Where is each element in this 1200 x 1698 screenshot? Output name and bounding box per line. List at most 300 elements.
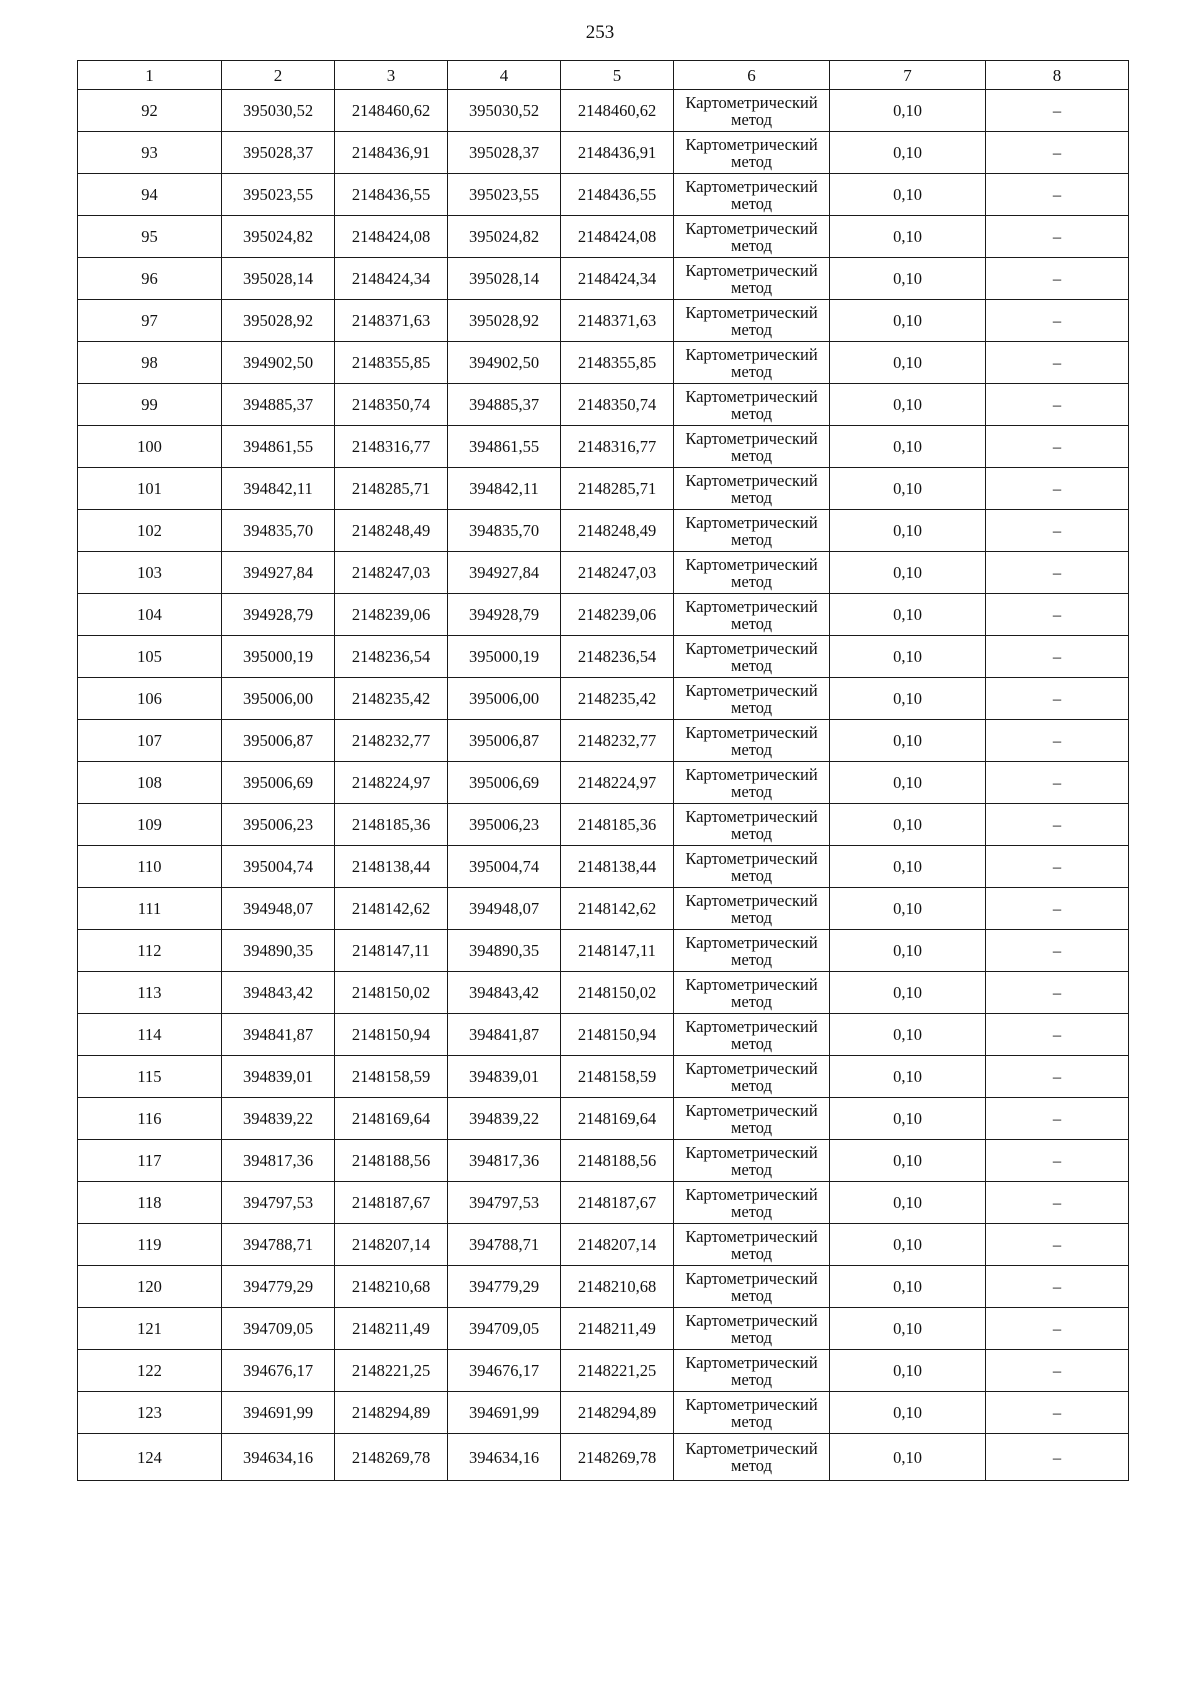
point-number-cell: 103 <box>78 552 222 594</box>
dash-cell: – <box>986 132 1129 174</box>
method-cell <box>674 594 830 636</box>
point-number-cell: 113 <box>78 972 222 1014</box>
x-coordinate-cell: 394788,71 <box>448 1224 561 1266</box>
method-line-2: метод <box>731 109 772 129</box>
x-coordinate-cell: 395006,00 <box>448 678 561 720</box>
dash-cell: – <box>986 1182 1129 1224</box>
x-coordinate-cell: 394842,11 <box>448 468 561 510</box>
table-row <box>78 1140 1129 1182</box>
x-coordinate-cell: 394885,37 <box>222 384 335 426</box>
method-line-2: метод <box>731 361 772 381</box>
table-body <box>78 90 1129 1481</box>
method-line-2: метод <box>731 1075 772 1095</box>
accuracy-cell: 0,10 <box>830 90 986 132</box>
method-line-1: Картометрический <box>685 218 818 238</box>
x-coordinate-cell: 395000,19 <box>222 636 335 678</box>
dash-cell: – <box>986 384 1129 426</box>
method-cell <box>674 930 830 972</box>
x-coordinate-cell: 394839,01 <box>222 1056 335 1098</box>
accuracy-cell: 0,10 <box>830 1098 986 1140</box>
y-coordinate-cell: 2148150,94 <box>561 1014 674 1056</box>
accuracy-cell: 0,10 <box>830 216 986 258</box>
y-coordinate-cell: 2148235,42 <box>335 678 448 720</box>
y-coordinate-cell: 2148436,91 <box>335 132 448 174</box>
y-coordinate-cell: 2148424,34 <box>335 258 448 300</box>
dash-cell: – <box>986 1434 1129 1481</box>
y-coordinate-cell: 2148248,49 <box>335 510 448 552</box>
point-number-cell: 124 <box>78 1434 222 1481</box>
point-number-cell: 106 <box>78 678 222 720</box>
method-line-1: Картометрический <box>685 1310 818 1330</box>
y-coordinate-cell: 2148232,77 <box>335 720 448 762</box>
y-coordinate-cell: 2148187,67 <box>561 1182 674 1224</box>
table-row <box>78 90 1129 132</box>
point-number-cell: 122 <box>78 1350 222 1392</box>
dash-cell: – <box>986 972 1129 1014</box>
method-line-2: метод <box>731 697 772 717</box>
coordinates-table <box>77 60 1129 1481</box>
point-number-cell: 117 <box>78 1140 222 1182</box>
method-cell <box>674 174 830 216</box>
accuracy-cell: 0,10 <box>830 846 986 888</box>
method-cell <box>674 1056 830 1098</box>
method-line-1: Картометрический <box>685 974 818 994</box>
y-coordinate-cell: 2148224,97 <box>335 762 448 804</box>
method-line-2: метод <box>731 823 772 843</box>
method-line-2: метод <box>731 655 772 675</box>
y-coordinate-cell: 2148285,71 <box>335 468 448 510</box>
y-coordinate-cell: 2148221,25 <box>561 1350 674 1392</box>
point-number-cell: 104 <box>78 594 222 636</box>
y-coordinate-cell: 2148224,97 <box>561 762 674 804</box>
point-number-cell: 105 <box>78 636 222 678</box>
x-coordinate-cell: 394861,55 <box>222 426 335 468</box>
y-coordinate-cell: 2148436,55 <box>561 174 674 216</box>
x-coordinate-cell: 394634,16 <box>448 1434 561 1481</box>
x-coordinate-cell: 394927,84 <box>222 552 335 594</box>
method-line-2: метод <box>731 1243 772 1263</box>
column-header: 7 <box>830 61 986 90</box>
x-coordinate-cell: 395028,37 <box>222 132 335 174</box>
accuracy-cell: 0,10 <box>830 1056 986 1098</box>
dash-cell: – <box>986 1350 1129 1392</box>
method-line-2: метод <box>731 613 772 633</box>
dash-cell: – <box>986 1308 1129 1350</box>
method-cell <box>674 1140 830 1182</box>
y-coordinate-cell: 2148350,74 <box>335 384 448 426</box>
y-coordinate-cell: 2148210,68 <box>335 1266 448 1308</box>
x-coordinate-cell: 395024,82 <box>222 216 335 258</box>
dash-cell: – <box>986 888 1129 930</box>
column-header: 5 <box>561 61 674 90</box>
method-cell <box>674 426 830 468</box>
x-coordinate-cell: 395004,74 <box>222 846 335 888</box>
x-coordinate-cell: 394843,42 <box>448 972 561 1014</box>
method-line-2: метод <box>731 235 772 255</box>
accuracy-cell: 0,10 <box>830 1350 986 1392</box>
method-line-2: метод <box>731 151 772 171</box>
table-row <box>78 1308 1129 1350</box>
dash-cell: – <box>986 930 1129 972</box>
table-row <box>78 174 1129 216</box>
x-coordinate-cell: 394890,35 <box>222 930 335 972</box>
accuracy-cell: 0,10 <box>830 1266 986 1308</box>
table-row <box>78 216 1129 258</box>
table-row <box>78 1266 1129 1308</box>
column-header: 3 <box>335 61 448 90</box>
x-coordinate-cell: 394839,22 <box>222 1098 335 1140</box>
x-coordinate-cell: 394634,16 <box>222 1434 335 1481</box>
method-line-2: метод <box>731 529 772 549</box>
x-coordinate-cell: 394885,37 <box>448 384 561 426</box>
point-number-cell: 118 <box>78 1182 222 1224</box>
accuracy-cell: 0,10 <box>830 258 986 300</box>
method-line-1: Картометрический <box>685 1439 818 1458</box>
point-number-cell: 96 <box>78 258 222 300</box>
method-line-2: метод <box>731 739 772 759</box>
accuracy-cell: 0,10 <box>830 342 986 384</box>
dash-cell: – <box>986 300 1129 342</box>
accuracy-cell: 0,10 <box>830 1140 986 1182</box>
y-coordinate-cell: 2148239,06 <box>561 594 674 636</box>
method-line-1: Картометрический <box>685 638 818 658</box>
accuracy-cell: 0,10 <box>830 1224 986 1266</box>
y-coordinate-cell: 2148294,89 <box>561 1392 674 1434</box>
method-cell <box>674 1098 830 1140</box>
method-line-2: метод <box>731 193 772 213</box>
x-coordinate-cell: 394797,53 <box>448 1182 561 1224</box>
y-coordinate-cell: 2148142,62 <box>335 888 448 930</box>
dash-cell: – <box>986 1140 1129 1182</box>
accuracy-cell: 0,10 <box>830 510 986 552</box>
point-number-cell: 95 <box>78 216 222 258</box>
y-coordinate-cell: 2148350,74 <box>561 384 674 426</box>
dash-cell: – <box>986 552 1129 594</box>
x-coordinate-cell: 394928,79 <box>448 594 561 636</box>
table-row <box>78 426 1129 468</box>
table-row <box>78 510 1129 552</box>
accuracy-cell: 0,10 <box>830 1392 986 1434</box>
method-line-1: Картометрический <box>685 1016 818 1036</box>
y-coordinate-cell: 2148436,91 <box>561 132 674 174</box>
table-row <box>78 1182 1129 1224</box>
method-line-1: Картометрический <box>685 1184 818 1204</box>
point-number-cell: 97 <box>78 300 222 342</box>
table-row <box>78 804 1129 846</box>
table-row <box>78 1224 1129 1266</box>
table-row <box>78 258 1129 300</box>
dash-cell: – <box>986 174 1129 216</box>
point-number-cell: 102 <box>78 510 222 552</box>
point-number-cell: 123 <box>78 1392 222 1434</box>
method-line-2: метод <box>731 1201 772 1221</box>
method-line-1: Картометрический <box>685 428 818 448</box>
y-coordinate-cell: 2148158,59 <box>335 1056 448 1098</box>
method-line-1: Картометрический <box>685 1268 818 1288</box>
y-coordinate-cell: 2148247,03 <box>335 552 448 594</box>
x-coordinate-cell: 395006,87 <box>222 720 335 762</box>
y-coordinate-cell: 2148269,78 <box>561 1434 674 1481</box>
point-number-cell: 92 <box>78 90 222 132</box>
x-coordinate-cell: 395006,87 <box>448 720 561 762</box>
point-number-cell: 115 <box>78 1056 222 1098</box>
method-line-2: метод <box>731 277 772 297</box>
method-cell <box>674 972 830 1014</box>
method-line-2: метод <box>731 445 772 465</box>
accuracy-cell: 0,10 <box>830 384 986 426</box>
accuracy-cell: 0,10 <box>830 804 986 846</box>
point-number-cell: 100 <box>78 426 222 468</box>
x-coordinate-cell: 394839,01 <box>448 1056 561 1098</box>
y-coordinate-cell: 2148188,56 <box>335 1140 448 1182</box>
method-line-1: Картометрический <box>685 890 818 910</box>
y-coordinate-cell: 2148185,36 <box>561 804 674 846</box>
x-coordinate-cell: 394902,50 <box>222 342 335 384</box>
method-line-2: метод <box>731 1033 772 1053</box>
accuracy-cell: 0,10 <box>830 888 986 930</box>
method-cell <box>674 1434 830 1481</box>
dash-cell: – <box>986 1224 1129 1266</box>
y-coordinate-cell: 2148371,63 <box>335 300 448 342</box>
y-coordinate-cell: 2148316,77 <box>335 426 448 468</box>
accuracy-cell: 0,10 <box>830 1308 986 1350</box>
accuracy-cell: 0,10 <box>830 972 986 1014</box>
table-row <box>78 132 1129 174</box>
point-number-cell: 101 <box>78 468 222 510</box>
method-line-2: метод <box>731 403 772 423</box>
point-number-cell: 116 <box>78 1098 222 1140</box>
table-row <box>78 342 1129 384</box>
method-cell <box>674 720 830 762</box>
dash-cell: – <box>986 1056 1129 1098</box>
x-coordinate-cell: 394861,55 <box>448 426 561 468</box>
method-line-1: Картометрический <box>685 1226 818 1246</box>
x-coordinate-cell: 394839,22 <box>448 1098 561 1140</box>
page-number: 253 <box>585 22 615 43</box>
x-coordinate-cell: 395006,00 <box>222 678 335 720</box>
x-coordinate-cell: 395030,52 <box>448 90 561 132</box>
y-coordinate-cell: 2148371,63 <box>561 300 674 342</box>
method-line-2: метод <box>731 1369 772 1389</box>
method-line-1: Картометрический <box>685 344 818 364</box>
x-coordinate-cell: 394709,05 <box>222 1308 335 1350</box>
table-row <box>78 972 1129 1014</box>
column-header: 4 <box>448 61 561 90</box>
table-row <box>78 300 1129 342</box>
x-coordinate-cell: 395006,23 <box>448 804 561 846</box>
x-coordinate-cell: 394817,36 <box>448 1140 561 1182</box>
y-coordinate-cell: 2148138,44 <box>561 846 674 888</box>
table-row <box>78 468 1129 510</box>
y-coordinate-cell: 2148248,49 <box>561 510 674 552</box>
dash-cell: – <box>986 594 1129 636</box>
y-coordinate-cell: 2148138,44 <box>335 846 448 888</box>
table-row <box>78 762 1129 804</box>
dash-cell: – <box>986 1098 1129 1140</box>
x-coordinate-cell: 394817,36 <box>222 1140 335 1182</box>
x-coordinate-cell: 395030,52 <box>222 90 335 132</box>
accuracy-cell: 0,10 <box>830 1434 986 1481</box>
method-line-2: метод <box>731 907 772 927</box>
point-number-cell: 98 <box>78 342 222 384</box>
x-coordinate-cell: 394676,17 <box>448 1350 561 1392</box>
method-cell <box>674 804 830 846</box>
point-number-cell: 109 <box>78 804 222 846</box>
method-line-2: метод <box>731 865 772 885</box>
x-coordinate-cell: 394843,42 <box>222 972 335 1014</box>
accuracy-cell: 0,10 <box>830 1182 986 1224</box>
y-coordinate-cell: 2148239,06 <box>335 594 448 636</box>
dash-cell: – <box>986 216 1129 258</box>
x-coordinate-cell: 394842,11 <box>222 468 335 510</box>
y-coordinate-cell: 2148142,62 <box>561 888 674 930</box>
point-number-cell: 112 <box>78 930 222 972</box>
method-line-1: Картометрический <box>685 932 818 952</box>
method-cell <box>674 342 830 384</box>
y-coordinate-cell: 2148207,14 <box>561 1224 674 1266</box>
dash-cell: – <box>986 468 1129 510</box>
dash-cell: – <box>986 426 1129 468</box>
accuracy-cell: 0,10 <box>830 594 986 636</box>
x-coordinate-cell: 395000,19 <box>448 636 561 678</box>
x-coordinate-cell: 394691,99 <box>448 1392 561 1434</box>
table-row <box>78 384 1129 426</box>
y-coordinate-cell: 2148355,85 <box>335 342 448 384</box>
method-line-1: Картометрический <box>685 806 818 826</box>
x-coordinate-cell: 395006,69 <box>222 762 335 804</box>
accuracy-cell: 0,10 <box>830 468 986 510</box>
dash-cell: – <box>986 720 1129 762</box>
method-line-1: Картометрический <box>685 680 818 700</box>
point-number-cell: 111 <box>78 888 222 930</box>
accuracy-cell: 0,10 <box>830 174 986 216</box>
y-coordinate-cell: 2148169,64 <box>335 1098 448 1140</box>
y-coordinate-cell: 2148424,34 <box>561 258 674 300</box>
method-line-1: Картометрический <box>685 92 818 112</box>
y-coordinate-cell: 2148150,94 <box>335 1014 448 1056</box>
accuracy-cell: 0,10 <box>830 1014 986 1056</box>
table-row <box>78 1056 1129 1098</box>
method-line-2: метод <box>731 1411 772 1431</box>
accuracy-cell: 0,10 <box>830 678 986 720</box>
y-coordinate-cell: 2148460,62 <box>561 90 674 132</box>
method-line-2: метод <box>731 1327 772 1347</box>
point-number-cell: 108 <box>78 762 222 804</box>
table-row <box>78 1098 1129 1140</box>
method-line-1: Картометрический <box>685 176 818 196</box>
dash-cell: – <box>986 258 1129 300</box>
method-cell <box>674 132 830 174</box>
method-line-1: Картометрический <box>685 1100 818 1120</box>
y-coordinate-cell: 2148207,14 <box>335 1224 448 1266</box>
table-row <box>78 1014 1129 1056</box>
method-line-1: Картометрический <box>685 554 818 574</box>
dash-cell: – <box>986 804 1129 846</box>
dash-cell: – <box>986 1266 1129 1308</box>
x-coordinate-cell: 394841,87 <box>222 1014 335 1056</box>
method-line-1: Картометрический <box>685 386 818 406</box>
method-cell <box>674 1266 830 1308</box>
x-coordinate-cell: 394948,07 <box>448 888 561 930</box>
x-coordinate-cell: 394797,53 <box>222 1182 335 1224</box>
y-coordinate-cell: 2148247,03 <box>561 552 674 594</box>
x-coordinate-cell: 394841,87 <box>448 1014 561 1056</box>
y-coordinate-cell: 2148355,85 <box>561 342 674 384</box>
x-coordinate-cell: 394788,71 <box>222 1224 335 1266</box>
point-number-cell: 119 <box>78 1224 222 1266</box>
table-row <box>78 1434 1129 1481</box>
y-coordinate-cell: 2148285,71 <box>561 468 674 510</box>
dash-cell: – <box>986 762 1129 804</box>
table-row <box>78 552 1129 594</box>
y-coordinate-cell: 2148147,11 <box>561 930 674 972</box>
x-coordinate-cell: 395023,55 <box>222 174 335 216</box>
x-coordinate-cell: 395028,37 <box>448 132 561 174</box>
method-cell <box>674 468 830 510</box>
y-coordinate-cell: 2148158,59 <box>561 1056 674 1098</box>
x-coordinate-cell: 394902,50 <box>448 342 561 384</box>
method-line-2: метод <box>731 1117 772 1137</box>
method-cell <box>674 1182 830 1224</box>
x-coordinate-cell: 395006,23 <box>222 804 335 846</box>
x-coordinate-cell: 395024,82 <box>448 216 561 258</box>
y-coordinate-cell: 2148221,25 <box>335 1350 448 1392</box>
table-row <box>78 636 1129 678</box>
x-coordinate-cell: 394709,05 <box>448 1308 561 1350</box>
dash-cell: – <box>986 90 1129 132</box>
header-row <box>78 61 1129 90</box>
y-coordinate-cell: 2148150,02 <box>561 972 674 1014</box>
y-coordinate-cell: 2148147,11 <box>335 930 448 972</box>
x-coordinate-cell: 394779,29 <box>448 1266 561 1308</box>
dash-cell: – <box>986 1392 1129 1434</box>
y-coordinate-cell: 2148210,68 <box>561 1266 674 1308</box>
method-cell <box>674 1224 830 1266</box>
method-line-1: Картометрический <box>685 512 818 532</box>
point-number-cell: 114 <box>78 1014 222 1056</box>
x-coordinate-cell: 394948,07 <box>222 888 335 930</box>
y-coordinate-cell: 2148232,77 <box>561 720 674 762</box>
x-coordinate-cell: 395004,74 <box>448 846 561 888</box>
point-number-cell: 94 <box>78 174 222 216</box>
dash-cell: – <box>986 846 1129 888</box>
method-line-1: Картометрический <box>685 1142 818 1162</box>
point-number-cell: 120 <box>78 1266 222 1308</box>
method-line-1: Картометрический <box>685 134 818 154</box>
method-line-1: Картометрический <box>685 470 818 490</box>
y-coordinate-cell: 2148235,42 <box>561 678 674 720</box>
column-header: 1 <box>78 61 222 90</box>
point-number-cell: 99 <box>78 384 222 426</box>
method-cell <box>674 384 830 426</box>
table-row <box>78 888 1129 930</box>
method-line-2: метод <box>731 781 772 801</box>
x-coordinate-cell: 394691,99 <box>222 1392 335 1434</box>
x-coordinate-cell: 395006,69 <box>448 762 561 804</box>
y-coordinate-cell: 2148436,55 <box>335 174 448 216</box>
method-cell <box>674 258 830 300</box>
method-cell <box>674 1350 830 1392</box>
column-header: 6 <box>674 61 830 90</box>
accuracy-cell: 0,10 <box>830 930 986 972</box>
method-cell <box>674 846 830 888</box>
y-coordinate-cell: 2148187,67 <box>335 1182 448 1224</box>
y-coordinate-cell: 2148169,64 <box>561 1098 674 1140</box>
x-coordinate-cell: 395023,55 <box>448 174 561 216</box>
accuracy-cell: 0,10 <box>830 300 986 342</box>
method-cell <box>674 678 830 720</box>
method-line-1: Картометрический <box>685 302 818 322</box>
